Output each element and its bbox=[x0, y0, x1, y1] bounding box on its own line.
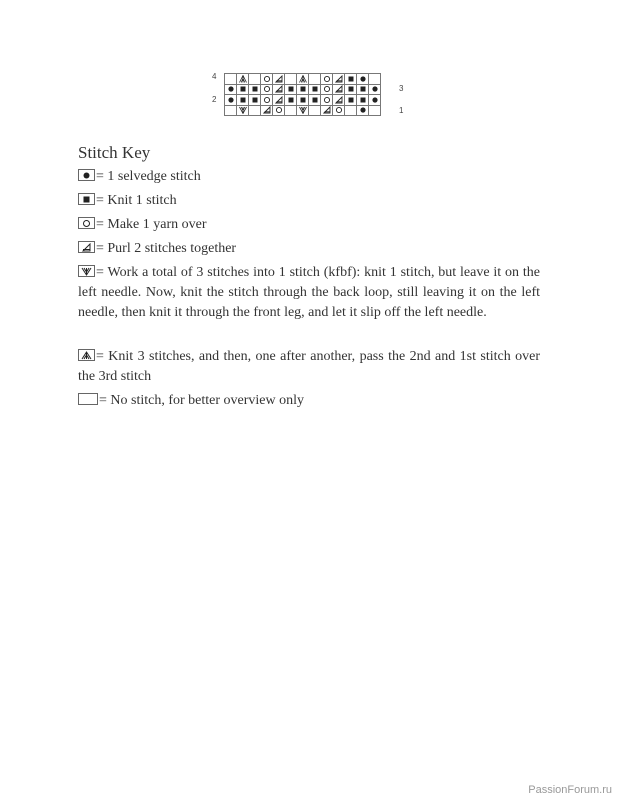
yarn-over-icon bbox=[263, 96, 271, 104]
chart-cell-knit bbox=[297, 95, 309, 106]
knit-icon bbox=[78, 193, 95, 205]
knit-icon bbox=[287, 96, 295, 104]
row-number-3: 3 bbox=[399, 84, 404, 93]
knit-icon bbox=[311, 96, 319, 104]
row-number-4: 4 bbox=[212, 72, 217, 81]
yarn-over-icon bbox=[335, 106, 343, 114]
chart-cell-p2tog bbox=[261, 106, 273, 117]
knit-icon bbox=[287, 85, 295, 93]
kfbf-icon bbox=[299, 106, 307, 114]
knit-icon bbox=[299, 85, 307, 93]
chart-cell-selvedge bbox=[225, 95, 237, 106]
chart-cell-empty bbox=[249, 74, 261, 85]
chart-cell-yo bbox=[321, 74, 333, 85]
purl2tog-icon bbox=[275, 96, 283, 104]
chart-cell-knit bbox=[357, 95, 369, 106]
selvedge-icon bbox=[227, 85, 235, 93]
selvedge-icon bbox=[227, 96, 235, 104]
no-stitch-icon bbox=[78, 393, 98, 405]
yarn-over-icon bbox=[263, 85, 271, 93]
chart-cell-knit bbox=[249, 95, 261, 106]
chart-cell-selvedge bbox=[225, 85, 237, 96]
selvedge-icon bbox=[359, 75, 367, 83]
chart-cell-selvedge bbox=[357, 74, 369, 85]
key-text: = Work a total of 3 stitches into 1 stitch (kfbf): knit 1 stitch, but leave it on the left needle. Now, knit the stitch through the back loop, still leaving it on the left needle, then knit it through the front leg, and let it slip off the left needle. bbox=[78, 265, 540, 320]
chart-cell-yo bbox=[321, 95, 333, 106]
key-text: = 1 selvedge stitch bbox=[96, 169, 201, 184]
knit-icon bbox=[359, 96, 367, 104]
chart-cell-empty bbox=[369, 106, 381, 117]
key-item-knit bbox=[78, 191, 540, 211]
selvedge-icon bbox=[371, 85, 379, 93]
knit-icon bbox=[347, 85, 355, 93]
key-text: = Make 1 yarn over bbox=[96, 217, 207, 232]
chart-cell-empty bbox=[309, 74, 321, 85]
knit-icon bbox=[359, 85, 367, 93]
row-number-1: 1 bbox=[399, 106, 404, 115]
chart-cell-p2tog bbox=[333, 74, 345, 85]
chart-cell-empty bbox=[225, 74, 237, 85]
chart-cell-yo bbox=[321, 85, 333, 96]
knitting-chart bbox=[208, 70, 408, 120]
purl2tog-icon bbox=[263, 106, 271, 114]
chart-cell-kfbf bbox=[297, 106, 309, 117]
key-item-yarn-over bbox=[78, 215, 540, 235]
knit-icon bbox=[299, 96, 307, 104]
chart-cell-selvedge bbox=[357, 106, 369, 117]
chart-cell-knit bbox=[285, 95, 297, 106]
chart-cell-knit bbox=[345, 85, 357, 96]
chart-cell-empty bbox=[345, 106, 357, 117]
key-text: = No stitch, for better overview only bbox=[99, 393, 305, 408]
row-number-2: 2 bbox=[212, 95, 217, 104]
chart-cell-p2tog bbox=[333, 95, 345, 106]
chart-cell-yo bbox=[261, 95, 273, 106]
purl2tog-icon bbox=[335, 96, 343, 104]
chart-grid bbox=[224, 73, 381, 116]
kfbf-icon bbox=[239, 106, 247, 114]
chart-cell-knit bbox=[309, 85, 321, 96]
knit-icon bbox=[239, 96, 247, 104]
yarn-over-icon bbox=[263, 75, 271, 83]
key-item-sk3p bbox=[78, 347, 540, 387]
key-item-kfbf bbox=[78, 263, 540, 323]
chart-cell-empty bbox=[285, 74, 297, 85]
chart-cell-yo bbox=[273, 106, 285, 117]
chart-cell-knit bbox=[345, 95, 357, 106]
selvedge-icon bbox=[78, 169, 95, 181]
key-text: = Knit 3 stitches, and then, one after another, pass the 2nd and 1st stitch over the 3rd stitch bbox=[78, 349, 540, 384]
purl2tog-icon bbox=[335, 75, 343, 83]
chart-cell-knit bbox=[357, 85, 369, 96]
chart-cell-yo bbox=[261, 74, 273, 85]
chart-cell-empty bbox=[249, 106, 261, 117]
chart-cell-knit bbox=[249, 85, 261, 96]
knit-icon bbox=[347, 75, 355, 83]
chart-cell-p2tog bbox=[273, 74, 285, 85]
chart-cell-knit bbox=[309, 95, 321, 106]
key-text: = Knit 1 stitch bbox=[96, 193, 177, 208]
kfbf-icon bbox=[78, 265, 95, 277]
purl2tog-icon bbox=[78, 241, 95, 253]
chart-cell-p2tog bbox=[321, 106, 333, 117]
yarn-over-icon bbox=[323, 85, 331, 93]
purl2tog-icon bbox=[335, 85, 343, 93]
chart-cell-p2tog bbox=[273, 85, 285, 96]
selvedge-icon bbox=[371, 96, 379, 104]
chart-cell-knit bbox=[345, 74, 357, 85]
chart-cell-knit bbox=[237, 95, 249, 106]
chart-cell-selvedge bbox=[369, 95, 381, 106]
chart-cell-kfbf bbox=[237, 106, 249, 117]
sk3p-icon bbox=[299, 75, 307, 83]
chart-cell-sk3p bbox=[297, 74, 309, 85]
yarn-over-icon bbox=[78, 217, 95, 229]
key-item-selvedge bbox=[78, 167, 540, 187]
site-watermark: PassionForum.ru bbox=[528, 784, 612, 796]
chart-cell-yo bbox=[261, 85, 273, 96]
chart-cell-empty bbox=[369, 74, 381, 85]
chart-cell-empty bbox=[285, 106, 297, 117]
knit-icon bbox=[251, 96, 259, 104]
purl2tog-icon bbox=[275, 85, 283, 93]
chart-cell-sk3p bbox=[237, 74, 249, 85]
chart-cell-selvedge bbox=[369, 85, 381, 96]
yarn-over-icon bbox=[323, 96, 331, 104]
knit-icon bbox=[311, 85, 319, 93]
knit-icon bbox=[239, 85, 247, 93]
key-item-p2tog bbox=[78, 239, 540, 259]
chart-cell-knit bbox=[297, 85, 309, 96]
chart-cell-empty bbox=[225, 106, 237, 117]
purl2tog-icon bbox=[275, 75, 283, 83]
yarn-over-icon bbox=[323, 75, 331, 83]
chart-cell-yo bbox=[333, 106, 345, 117]
sk3p-icon bbox=[239, 75, 247, 83]
key-text: = Purl 2 stitches together bbox=[96, 241, 237, 256]
key-item-no-stitch bbox=[78, 391, 540, 411]
selvedge-icon bbox=[359, 106, 367, 114]
chart-cell-p2tog bbox=[333, 85, 345, 96]
knit-icon bbox=[251, 85, 259, 93]
chart-cell-knit bbox=[285, 85, 297, 96]
chart-cell-p2tog bbox=[273, 95, 285, 106]
knit-icon bbox=[347, 96, 355, 104]
sk3p-icon bbox=[78, 349, 95, 361]
chart-cell-knit bbox=[237, 85, 249, 96]
stitch-key-title: Stitch Key bbox=[78, 143, 151, 162]
purl2tog-icon bbox=[323, 106, 331, 114]
chart-cell-empty bbox=[309, 106, 321, 117]
yarn-over-icon bbox=[275, 106, 283, 114]
